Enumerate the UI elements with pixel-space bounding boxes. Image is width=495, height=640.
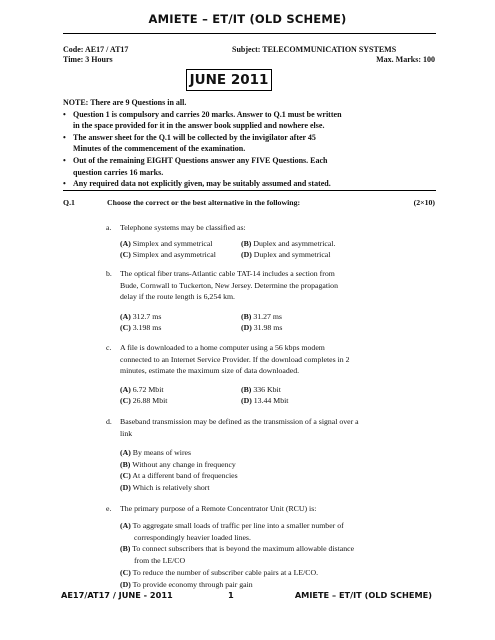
part-e-stem: The primary purpose of a Remote Concentrator Unit (RCU) is:: [120, 504, 317, 513]
max-marks: Max. Marks: 100: [376, 55, 435, 64]
exam-duration: Time: 3 Hours: [63, 55, 113, 64]
page-header-title: AMIETE – ET/IT (OLD SCHEME): [148, 12, 347, 26]
note-line: in the space provided for it in the answer book supplied and nowhere else.: [73, 121, 325, 131]
page-number: 1: [228, 590, 234, 600]
part-e-options: (A) To aggregate small loads of traffic per line into a smaller number of correspondingly heavier loaded lines. (B) To connect subscribers that is beyond the maximum allowable distance from the LE/CO (C) To reduce the number of subscriber cable pairs at a LE/CO. (D) To provide economy through pair gain: [120, 521, 355, 589]
question-number: Q.1: [63, 198, 75, 207]
option-a-D: (D) Duplex and symmetrical: [241, 250, 331, 259]
part-d-stem: Baseband transmission may be defined as the transmission of a signal over a link: [120, 417, 359, 438]
option-e-A: (A) To aggregate small loads of traffic per line into a smaller number of: [120, 521, 344, 530]
option-e-B: (B) To connect subscribers that is beyond the maximum allowable distance: [120, 544, 355, 554]
option-b-D: (D) 31.98 ms: [241, 323, 283, 332]
option-d-D: (D) Which is relatively short: [120, 483, 210, 493]
option-d-C: (C) At a different band of frequencies: [120, 471, 238, 481]
option-a-B: (B) Duplex and asymmetrical.: [241, 239, 336, 248]
part-c-stem: A file is downloaded to a home computer using a 56 kbps modem connected to an Internet Service Provider. If the download completes in 2 minutes, estimate the maximum size of data downloaded.: [120, 343, 350, 376]
part-label-b: b.: [106, 269, 112, 278]
instructions-block: [63, 97, 435, 190]
option-d-A: (A) By means of wires: [120, 448, 192, 457]
option-a-A: (A) Simplex and symmetrical: [120, 239, 213, 248]
option-a-C: (C) Simplex and asymmetrical: [120, 250, 216, 259]
option-b-A: (A) 312.7 ms: [120, 312, 162, 321]
paper-subject: Subject: TELECOMMUNICATION SYSTEMS: [232, 45, 397, 54]
option-c-D: (D) 13.44 Mbit: [241, 396, 289, 405]
part-a-stem: Telephone systems may be classified as:: [120, 223, 246, 232]
part-d-options: [120, 447, 238, 494]
option-e-D: (D) To provide economy through pair gain: [120, 579, 253, 589]
note-heading: NOTE: There are 9 Questions in all.: [63, 98, 187, 107]
question-marks: (2×10): [413, 198, 435, 207]
footer-scheme: AMIETE – ET/IT (OLD SCHEME): [294, 590, 432, 600]
note-line: • Out of the remaining EIGHT Questions answer any FIVE Questions. Each: [63, 155, 328, 165]
notes-rule: [63, 190, 436, 191]
note-line: • Any required data not explicitly given, may be suitably assumed and stated.: [63, 179, 331, 189]
option-b-B: (B) 31.27 ms: [241, 312, 282, 321]
note-line: question carries 16 marks.: [73, 167, 164, 177]
option-c-B: (B) 336 Kbit: [241, 385, 281, 394]
part-label-e: e.: [106, 504, 112, 513]
part-b-stem: The optical fiber trans-Atlantic cable TAT-14 includes a section from Bude, Cornwall to Tuckerton, New Jersey. Determine the propagation delay if the route length is 6,254 km.: [120, 269, 338, 302]
exam-session-box: JUNE 2011: [186, 69, 272, 91]
option-d-B: (B) Without any change in frequency: [120, 459, 236, 469]
part-label-d: d.: [106, 417, 112, 426]
option-b-C: (C) 3.198 ms: [120, 323, 162, 332]
note-line: Minutes of the commencement of the examination.: [73, 144, 246, 154]
footer-code: AE17/AT17 / JUNE - 2011: [61, 590, 173, 600]
part-label-c: c.: [106, 343, 112, 352]
question-instruction: Choose the correct or the best alternative in the following:: [107, 198, 301, 207]
option-c-C: (C) 26.88 Mbit: [120, 396, 168, 405]
header-rule: [63, 33, 436, 34]
note-line: • Question 1 is compulsory and carries 20 marks. Answer to Q.1 must be written: [63, 109, 342, 119]
option-c-A: (A) 6.72 Mbit: [120, 385, 164, 394]
part-label-a: a.: [106, 223, 112, 232]
paper-code: Code: AE17 / AT17: [63, 45, 129, 54]
note-line: • The answer sheet for the Q.1 will be collected by the invigilator after 45: [63, 132, 316, 142]
option-e-C: (C) To reduce the number of subscriber cable pairs at a LE/CO.: [120, 567, 319, 577]
